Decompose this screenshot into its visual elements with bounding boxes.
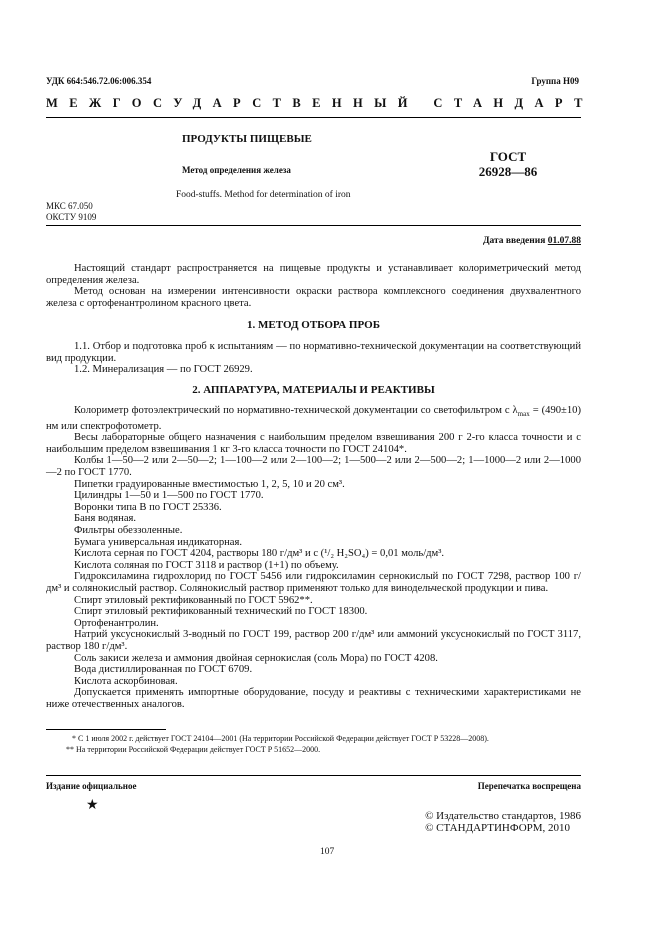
section-1-item: 1.1. Отбор и подготовка проб к испытаниям — по нормативно-технической документации на соответствующий вид продукции. — [46, 341, 581, 364]
intro-text — [46, 263, 581, 309]
star-icon: ★ — [86, 798, 99, 813]
english-title: Food-stuffs. Method for determination of iron — [176, 190, 351, 200]
section-2-item: Весы лабораторные общего назначения с наибольшим пределом взвешивания 200 г 2-го класса точности и с наибольшим пределом взвешивания 1 кг 3-го класса точности по ГОСТ 24104*. — [46, 432, 581, 455]
copyright-1: © Издательство стандартов, 1986 — [425, 810, 581, 822]
lambda-subscript: max — [517, 410, 530, 419]
colorimeter-text-b: = (490±10) нм или спектрофотометр. — [46, 405, 581, 432]
classification-codes — [46, 201, 96, 223]
section-2-item: Натрий уксуснокислый 3-водный по ГОСТ 199, раствор 200 г/дм³ или аммоний уксуснокислый по ГОСТ 3117, раствор 180 г/дм³. — [46, 629, 581, 652]
footnote-2: ** На территории Российской Федерации действует ГОСТ Р 51652—2000. — [66, 745, 321, 754]
section-2-heading: 2. АППАРАТУРА, МАТЕРИАЛЫ И РЕАКТИВЫ — [192, 384, 435, 396]
section-2-item: Пипетки градуированные вместимостью 1, 2, 5, 10 и 20 см³. — [74, 478, 345, 490]
section-1-body — [46, 341, 581, 376]
intro-date — [483, 236, 581, 246]
section-2-body — [46, 405, 581, 711]
reprint-label: Перепечатка воспрещена — [477, 781, 581, 791]
section-1-heading: 1. МЕТОД ОТБОРА ПРОБ — [247, 319, 380, 331]
section-2-item: Спирт этиловый ректификованный по ГОСТ 5962**. — [74, 594, 313, 606]
section-2-item: Ортофенантролин. — [74, 617, 159, 629]
intro-paragraph: Настоящий стандарт распространяется на пищевые продукты и устанавливает колориметрический метод определения железа. — [46, 263, 581, 286]
intro-date-value: 01.07.88 — [547, 236, 581, 246]
doc-title: ПРОДУКТЫ ПИЩЕВЫЕ — [182, 133, 312, 145]
okstu-code: ОКСТУ 9109 — [46, 212, 97, 222]
doc-subtitle: Метод определения железа — [182, 165, 291, 175]
section-2-item: Кислота серная по ГОСТ 4204, растворы 180 г/дм³ и c (¹/₂ H₂SO₄) = 0,01 моль/дм³. — [74, 548, 445, 560]
section-2-item: Бумага универсальная индикаторная. — [74, 536, 243, 548]
gost-label: ГОСТ — [489, 149, 527, 164]
copyright-2: © СТАНДАРТИНФОРМ, 2010 — [425, 822, 571, 834]
intro-paragraph: Метод основан на измерении интенсивности окраски раствора комплексного соединения двухвалентного железа с ортофенантролином красного цвета. — [46, 286, 581, 309]
mks-code: МКС 67.050 — [46, 201, 93, 211]
section-2-item: Гидроксиламина гидрохлорид по ГОСТ 5456 или гидроксиламин сернокислый по ГОСТ 7298, раствор 100 г/дм³ и солянокислый раствор. Солянокислый раствор применяют только для винодельческой продукции и пива. — [46, 571, 581, 595]
intro-date-label: Дата введения — [482, 236, 546, 246]
standard-type: МЕЖГОСУДАРСТВЕННЫЙ СТАНДАРТ — [46, 96, 594, 110]
title-divider — [46, 225, 581, 226]
section-2-item: Спирт этиловый ректификованный технический по ГОСТ 18300. — [74, 606, 368, 618]
footnotes — [46, 733, 581, 755]
section-2-item: Фильтры обеззоленные. — [74, 525, 183, 537]
section-2-item: Соль закиси железа и аммония двойная сернокислая (соль Мора) по ГОСТ 4208. — [74, 652, 438, 664]
header-divider — [46, 117, 581, 118]
section-2-item: Колбы 1—50—2 или 2—50—2; 1—100—2 или 2—100—2; 1—500—2 или 2—500—2; 1—1000—2 или 2—1000—2 по ГОСТ 1770. — [46, 455, 581, 479]
footer-divider — [46, 775, 581, 776]
page-number: 107 — [320, 847, 335, 857]
edition-label: Издание официальное — [46, 781, 137, 791]
footnote-1: * С 1 июля 2002 г. действует ГОСТ 24104—2001 (На территории Российской Федерации действует ГОСТ Р 53228—2008). — [72, 734, 489, 743]
section-2-item: Цилиндры 1—50 и 1—500 по ГОСТ 1770. — [74, 490, 264, 502]
udk-code: УДК 664:546.72.06:006.354 — [46, 76, 152, 86]
section-2-item: Кислота аскорбиновая. — [74, 675, 178, 687]
copyright-block — [425, 810, 581, 834]
section-2-item: Допускается применять импортные оборудование, посуду и реактивы с техническими характеристиками не ниже отечественных аналогов. — [46, 687, 581, 710]
colorimeter-text-a: Колориметр фотоэлектрический по нормативно-технической документации со светофильтром с λ — [74, 405, 518, 416]
section-2-item: Баня водяная. — [74, 513, 137, 525]
section-2-item: Вода дистиллированная по ГОСТ 6709. — [74, 664, 253, 676]
gost-number: 26928—86 — [478, 164, 538, 179]
group-code: Группа Н09 — [531, 76, 579, 86]
section-1-item: 1.2. Минерализация — по ГОСТ 26929. — [74, 364, 253, 376]
footnote-divider — [46, 729, 166, 730]
section-2-item: Кислота соляная по ГОСТ 3118 и раствор (1+1) по объему. — [74, 559, 339, 571]
section-2-item: Воронки типа В по ГОСТ 25336. — [74, 501, 222, 513]
gost-block — [468, 149, 548, 179]
colorimeter-item — [46, 405, 581, 432]
